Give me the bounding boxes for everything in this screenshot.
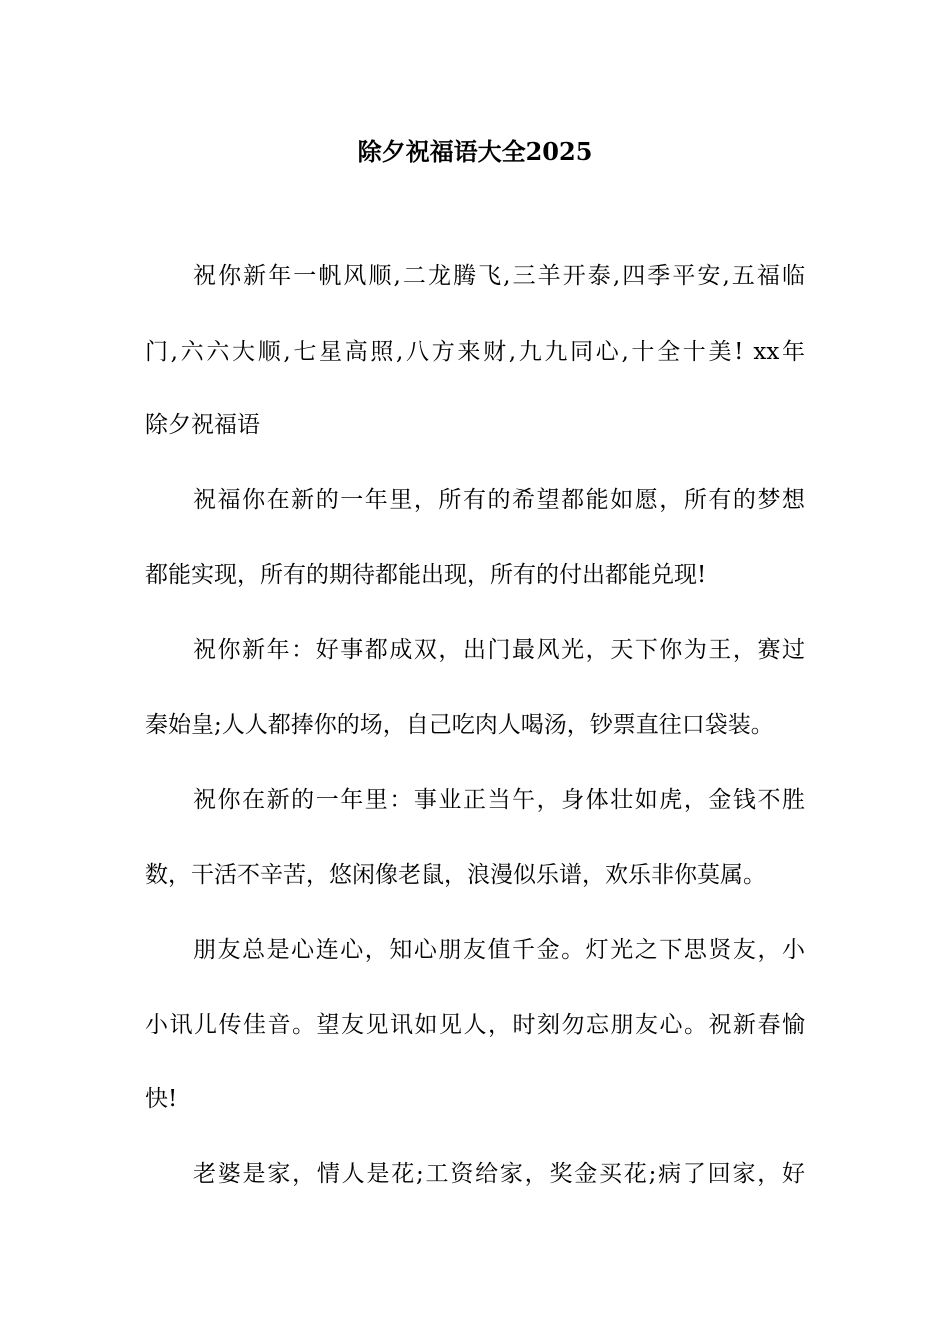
- document-title: 除夕祝福语大全2025: [357, 137, 593, 166]
- paragraph-line: 祝福你在新的一年里，所有的希望都能如愿，所有的梦想: [193, 487, 805, 513]
- paragraph-line: 祝你新年：好事都成双，出门最风光，天下你为王，赛过: [193, 637, 805, 663]
- paragraph-line: 都能实现，所有的期待都能出现，所有的付出都能兑现!: [145, 562, 707, 588]
- paragraph-line: 数，干活不辛苦，悠闲像老鼠，浪漫似乐谱，欢乐非你莫属。: [145, 862, 766, 888]
- paragraph-line: 祝你新年一帆风顺,二龙腾飞,三羊开泰,四季平安,五福临: [193, 263, 805, 289]
- paragraph-line: 老婆是家，情人是花;工资给家，奖金买花;病了回家，好: [193, 1161, 805, 1187]
- paragraph-line: 门,六六大顺,七星高照,八方来财,九九同心,十全十美! xx年: [145, 339, 805, 365]
- paragraph-line: 祝你在新的一年里：事业正当午，身体壮如虎，金钱不胜: [193, 787, 805, 813]
- paragraph-line: 快!: [145, 1086, 178, 1112]
- paragraph-line: 秦始皇;人人都捧你的场，自己吃肉人喝汤，钞票直往口袋装。: [145, 712, 774, 738]
- paragraph-line: 除夕祝福语: [145, 412, 260, 438]
- paragraph-line: 小讯儿传佳音。望友见讯如见人，时刻勿忘朋友心。祝新春愉: [145, 1012, 805, 1038]
- paragraph-line: 朋友总是心连心，知心朋友值千金。灯光之下思贤友，小: [193, 937, 805, 963]
